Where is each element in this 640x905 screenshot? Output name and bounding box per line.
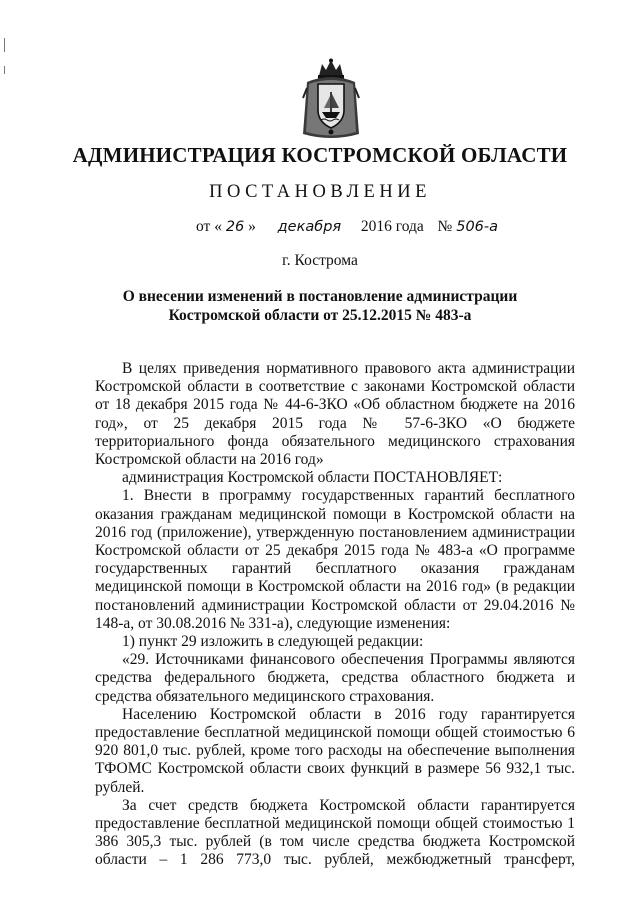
date-number-line (196, 218, 498, 236)
body-paragraph: За счет средств бюджета Костромской области гарантируется предоставление бесплатной медицинской помощи общей стоимостью 1 386 305,3 тыс. рублей (в том числе средства бюджета Костромской области – 1 286 773,0 тыс. рублей, межбюджетный трансферт, (95, 796, 575, 869)
body-paragraph: 1. Внести в программу государственных гарантий бесплатного оказания гражданам медицинской помощи в Костромской области на 2016 год (приложение), утвержденную постановлением администрации Костромской области от 25 декабря 2015 года № 483-а «О программе государственных гарантий бесплатного оказания гражданам медицинской помощи в Костромской области на 2016 год» (в редакции постановлений администрации Костромской области от 29.04.2016 № 148-а, от 30.08.2016 № 331-а), следующие изменения: (95, 487, 575, 632)
organization-title: АДМИНИСТРАЦИЯ КОСТРОМСКОЙ ОБЛАСТИ (72, 143, 568, 167)
scan-edge-mark (4, 66, 5, 74)
date-prefix: от « (196, 218, 222, 235)
date-day: 26 (225, 219, 245, 235)
number-label: № (437, 218, 453, 235)
document-type-heading: ПОСТАНОВЛЕНИЕ (209, 182, 431, 202)
body-paragraph: Населению Костромской области в 2016 году гарантируется предоставление бесплатной медицинской помощи общей стоимостью 6 920 801,0 тыс. рублей, кроме того расходы на обеспечение выполнения ТФОМС Костромской области своих функций в размере 56 932,1 тыс. рублей. (95, 705, 575, 796)
subject-line: Костромской области от 25.12.2015 № 483-а (168, 307, 472, 324)
document-subject (0, 287, 640, 325)
body-paragraph: администрация Костромской области ПОСТАНОВЛЯЕТ: (122, 469, 503, 487)
document-body (95, 360, 575, 870)
scan-edge-mark (4, 38, 5, 52)
body-paragraph: 1) пункт 29 изложить в следующей редакции: (122, 633, 424, 651)
body-paragraph: «29. Источниками финансового обеспечения Программы являются средства федерального бюджета, средства областного бюджета и средства обязательного медицинского страхования. (95, 651, 575, 705)
body-paragraph: В целях приведения нормативного правового акта администрации Костромской области в соответствие с законами Костромской области от 18 декабря 2015 года № 44-6-ЗКО «Об областном бюджете на 2016 год», от 25 декабря 2015 года № 57-6-ЗКО «О бюджете территориального фонда обязательного медицинского страхования Костромской области на 2016 год» (95, 360, 575, 469)
date-month: декабря (277, 219, 342, 235)
date-year: 2016 года (360, 218, 424, 235)
subject-line: О внесении изменений в постановление администрации (122, 288, 518, 305)
document-number: 506-а (456, 219, 499, 235)
coat-of-arms-emblem (295, 58, 367, 142)
city-line: г. Кострома (282, 252, 358, 269)
date-day-close: » (248, 218, 256, 235)
